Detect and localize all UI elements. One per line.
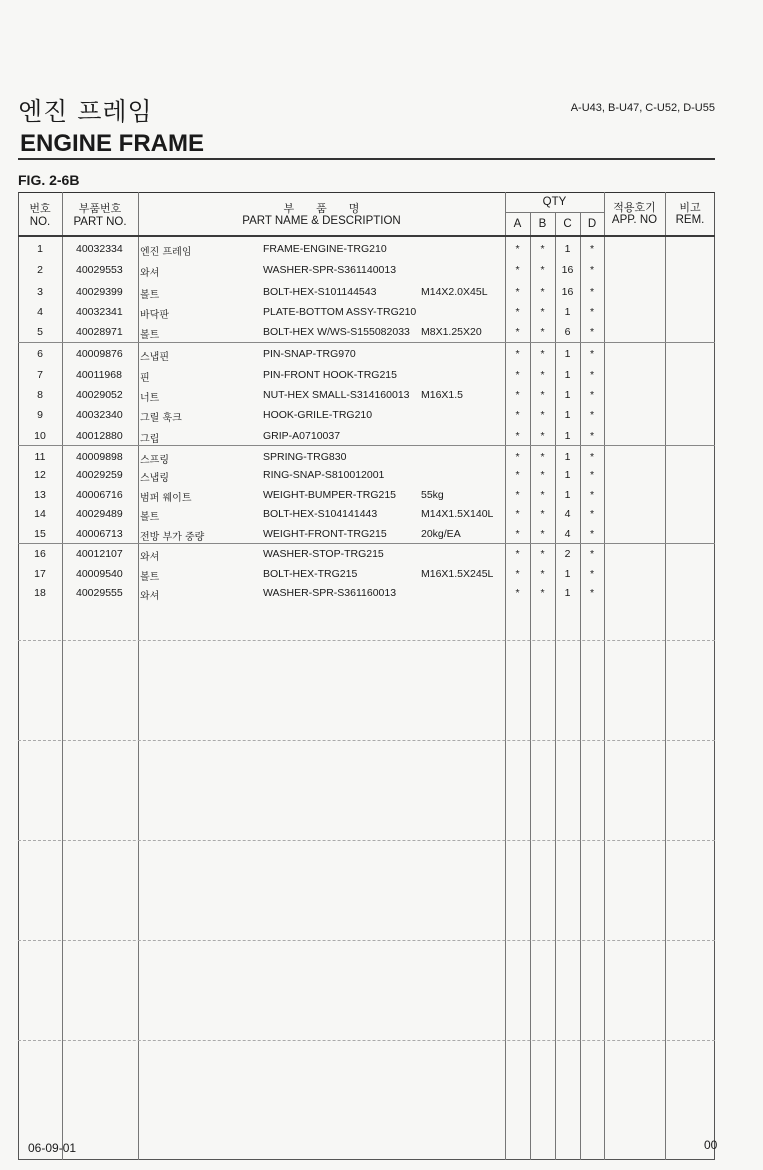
qty-c: 16 [561, 286, 574, 298]
part-name: WEIGHT-FRONT-TRG215 [263, 528, 387, 540]
part-name: BOLT-HEX-S104141443 [263, 508, 378, 520]
qty-a: * [515, 369, 520, 381]
qty-a: * [515, 451, 520, 463]
qty-d: * [589, 430, 595, 442]
page-title: ENGINE FRAME [20, 130, 205, 157]
qty-d: * [589, 568, 595, 580]
part-number: 40006713 [76, 528, 123, 540]
qty-d: * [589, 348, 595, 360]
qty-b: * [540, 451, 545, 463]
qty-a: * [515, 306, 520, 318]
header-app-no: APP. NO [611, 214, 658, 226]
part-number: 40009876 [76, 348, 123, 360]
row-number: 14 [34, 508, 46, 520]
qty-b: * [540, 508, 545, 520]
part-spec: M14X2.0X45L [421, 286, 488, 298]
qty-a: * [515, 286, 520, 298]
part-name: PIN-SNAP-TRG970 [263, 348, 356, 360]
qty-c: 1 [564, 348, 571, 360]
part-name: GRIP-A0710037 [263, 430, 341, 442]
table-row [18, 525, 715, 545]
qty-a: * [515, 348, 520, 360]
qty-d: * [589, 389, 595, 401]
row-number: 9 [37, 409, 43, 421]
part-name-korean: 바닥판 [140, 310, 169, 321]
part-number: 40029399 [76, 286, 123, 298]
qty-b: * [540, 587, 545, 599]
table-row [18, 406, 715, 426]
row-number: 6 [37, 348, 43, 360]
model-list: A-U43, B-U47, C-U52, D-U55 [570, 102, 715, 114]
part-name-korean: 그립 [140, 434, 160, 445]
header-rem-kr: 비고 [679, 201, 701, 214]
qty-a: * [515, 469, 520, 481]
header-part-no: PART NO. [73, 216, 127, 228]
qty-b: * [540, 326, 545, 338]
page-number: 00 [704, 1138, 718, 1152]
qty-b: * [540, 469, 545, 481]
table-row [18, 386, 715, 406]
part-spec: M14X1.5X140L [421, 508, 494, 520]
qty-a: * [515, 409, 520, 421]
qty-d: * [589, 587, 595, 599]
qty-d: * [589, 409, 595, 421]
qty-d: * [589, 451, 595, 463]
qty-c: 1 [564, 587, 571, 599]
group-divider [18, 840, 715, 841]
part-name-korean: 엔진 프레임 [140, 247, 192, 258]
row-number: 13 [34, 489, 46, 501]
part-name-korean: 그릴 훅크 [140, 413, 182, 424]
group-divider [18, 640, 715, 641]
qty-a: * [515, 243, 520, 255]
header-part-name: PART NAME & DESCRIPTION [242, 215, 401, 227]
header-divider [18, 235, 715, 237]
qty-c: 1 [564, 243, 571, 255]
part-number: 40009898 [76, 451, 123, 463]
qty-c: 1 [564, 568, 571, 580]
part-name-korean: 스냅핀 [140, 352, 169, 363]
header-rem: REM. [675, 214, 705, 226]
part-name-korean: 와셔 [140, 552, 160, 563]
qty-b: * [540, 430, 545, 442]
qty-a: * [515, 264, 520, 276]
qty-b: * [540, 409, 545, 421]
qty-b: * [540, 306, 545, 318]
part-number: 40006716 [76, 489, 123, 501]
part-name-korean: 볼트 [140, 330, 160, 341]
table-row [18, 545, 715, 565]
row-number: 1 [37, 243, 43, 255]
qty-c: 1 [564, 306, 571, 318]
qty-c: 4 [564, 508, 571, 520]
table-row [18, 486, 715, 506]
part-number: 40029259 [76, 469, 123, 481]
qty-b: * [540, 389, 545, 401]
part-name-korean: 볼트 [140, 290, 160, 301]
part-name: WEIGHT-BUMPER-TRG215 [263, 489, 397, 501]
part-spec: M16X1.5 [421, 389, 464, 401]
part-name: WASHER-SPR-S361160013 [263, 587, 397, 599]
table-row [18, 448, 715, 468]
qty-c: 4 [564, 528, 571, 540]
footer-date: 06-09-01 [28, 1141, 77, 1155]
part-spec: M8X1.25X20 [421, 326, 482, 338]
qty-d: * [589, 264, 595, 276]
table-row [18, 366, 715, 386]
qty-b: * [540, 243, 545, 255]
qty-a: * [515, 389, 520, 401]
qty-d: * [589, 528, 595, 540]
table-row [18, 466, 715, 486]
qty-a: * [515, 587, 520, 599]
qty-b: * [540, 264, 545, 276]
qty-c: 16 [561, 264, 574, 276]
qty-b: * [540, 548, 545, 560]
part-name-korean: 핀 [140, 373, 150, 384]
table-row [18, 584, 715, 604]
qty-b: * [540, 286, 545, 298]
qty-a: * [515, 568, 520, 580]
qty-c: 1 [564, 409, 571, 421]
part-name-korean: 스냅링 [140, 473, 169, 484]
part-name-korean: 와셔 [140, 591, 160, 602]
row-number: 4 [37, 306, 43, 318]
qty-a: * [515, 489, 520, 501]
part-name-korean: 볼트 [140, 512, 160, 523]
qty-c: 1 [564, 369, 571, 381]
part-name: NUT-HEX SMALL-S314160013 [263, 389, 410, 401]
part-number: 40029553 [76, 264, 123, 276]
part-number: 40011968 [76, 369, 122, 381]
part-number: 40028971 [76, 326, 123, 338]
page-title-korean: 엔진 프레임 [18, 97, 153, 126]
table-row [18, 427, 715, 447]
qty-d: * [589, 489, 595, 501]
qty-a: * [515, 548, 520, 560]
part-number: 40029052 [76, 389, 123, 401]
part-name-korean: 너트 [140, 393, 160, 404]
part-number: 40012880 [76, 430, 123, 442]
part-name: WASHER-SPR-S361140013 [263, 264, 397, 276]
part-name: SPRING-TRG830 [263, 451, 347, 463]
qty-c: 1 [564, 489, 571, 501]
part-name: PIN-FRONT HOOK-TRG215 [263, 369, 397, 381]
part-spec: 20kg/EA [421, 528, 461, 540]
row-number: 5 [37, 326, 43, 338]
part-number: 40029489 [76, 508, 123, 520]
table-row [18, 261, 715, 281]
part-name-korean: 와셔 [140, 268, 160, 279]
part-number: 40032334 [76, 243, 123, 255]
qty-d: * [589, 548, 595, 560]
group-divider [18, 940, 715, 941]
qty-a: * [515, 326, 520, 338]
qty-b: * [540, 369, 545, 381]
row-number: 7 [37, 369, 43, 381]
header-no: NO. [29, 216, 51, 228]
qty-b: * [540, 489, 545, 501]
header-qty-d: D [587, 218, 597, 230]
qty-c: 1 [564, 451, 571, 463]
qty-c: 1 [564, 389, 571, 401]
qty-c: 6 [564, 326, 571, 338]
qty-d: * [589, 326, 595, 338]
row-number: 16 [34, 548, 46, 560]
qty-d: * [589, 369, 595, 381]
header-qty-c: C [563, 218, 572, 230]
part-name: FRAME-ENGINE-TRG210 [263, 243, 387, 255]
part-name: BOLT-HEX-S101144543 [263, 286, 377, 298]
part-spec: M16X1.5X245L [421, 568, 494, 580]
header-qty-a: A [513, 218, 522, 230]
part-name: RING-SNAP-S810012001 [263, 469, 385, 481]
table-row [18, 240, 715, 260]
part-name: BOLT-HEX W/WS-S155082033 [263, 326, 410, 338]
part-number: 40009540 [76, 568, 123, 580]
part-number: 40012107 [76, 548, 123, 560]
qty-a: * [515, 508, 520, 520]
row-number: 17 [34, 568, 46, 580]
qty-a: * [515, 528, 520, 540]
qty-d: * [589, 243, 595, 255]
table-row [18, 323, 715, 343]
row-number: 11 [34, 451, 46, 463]
group-divider [18, 740, 715, 741]
header-app-kr: 적용호기 [613, 201, 656, 214]
qty-header-divider [505, 212, 604, 213]
qty-d: * [589, 469, 595, 481]
part-spec: 55kg [421, 489, 444, 501]
table-row [18, 303, 715, 323]
row-number: 10 [34, 430, 46, 442]
header-part-kr: 부품번호 [78, 202, 122, 215]
part-number: 40029555 [76, 587, 123, 599]
header-qty-b: B [538, 218, 547, 230]
table-row [18, 505, 715, 525]
row-number: 15 [34, 528, 46, 540]
part-name: PLATE-BOTTOM ASSY-TRG210 [263, 306, 417, 318]
qty-a: * [515, 430, 520, 442]
part-name-korean: 전방 부가 중량 [140, 532, 205, 543]
part-name: BOLT-HEX-TRG215 [263, 568, 358, 580]
title-divider [18, 158, 715, 160]
row-number: 18 [34, 587, 46, 599]
qty-c: 1 [564, 430, 571, 442]
group-divider [18, 1040, 715, 1041]
row-number: 8 [37, 389, 43, 401]
header-qty: QTY [542, 196, 567, 208]
part-number: 40032340 [76, 409, 123, 421]
header-no-kr: 번호 [29, 202, 51, 215]
qty-c: 2 [564, 548, 571, 560]
table-row [18, 283, 715, 303]
header-name-kr: 부 품 명 [283, 202, 360, 215]
qty-b: * [540, 568, 545, 580]
qty-c: 1 [564, 469, 571, 481]
row-number: 2 [37, 264, 43, 276]
row-number: 3 [37, 286, 43, 298]
qty-d: * [589, 286, 595, 298]
part-number: 40032341 [76, 306, 123, 318]
qty-d: * [589, 508, 595, 520]
part-name: WASHER-STOP-TRG215 [263, 548, 384, 560]
qty-d: * [589, 306, 595, 318]
part-name-korean: 볼트 [140, 572, 160, 583]
qty-b: * [540, 528, 545, 540]
part-name: HOOK-GRILE-TRG210 [263, 409, 373, 421]
part-name-korean: 스프링 [140, 455, 169, 466]
table-row [18, 345, 715, 365]
qty-b: * [540, 348, 545, 360]
table-row [18, 565, 715, 585]
row-number: 12 [34, 469, 46, 481]
part-name-korean: 범퍼 웨이트 [140, 493, 192, 504]
figure-label: FIG. 2-6B [18, 172, 80, 188]
